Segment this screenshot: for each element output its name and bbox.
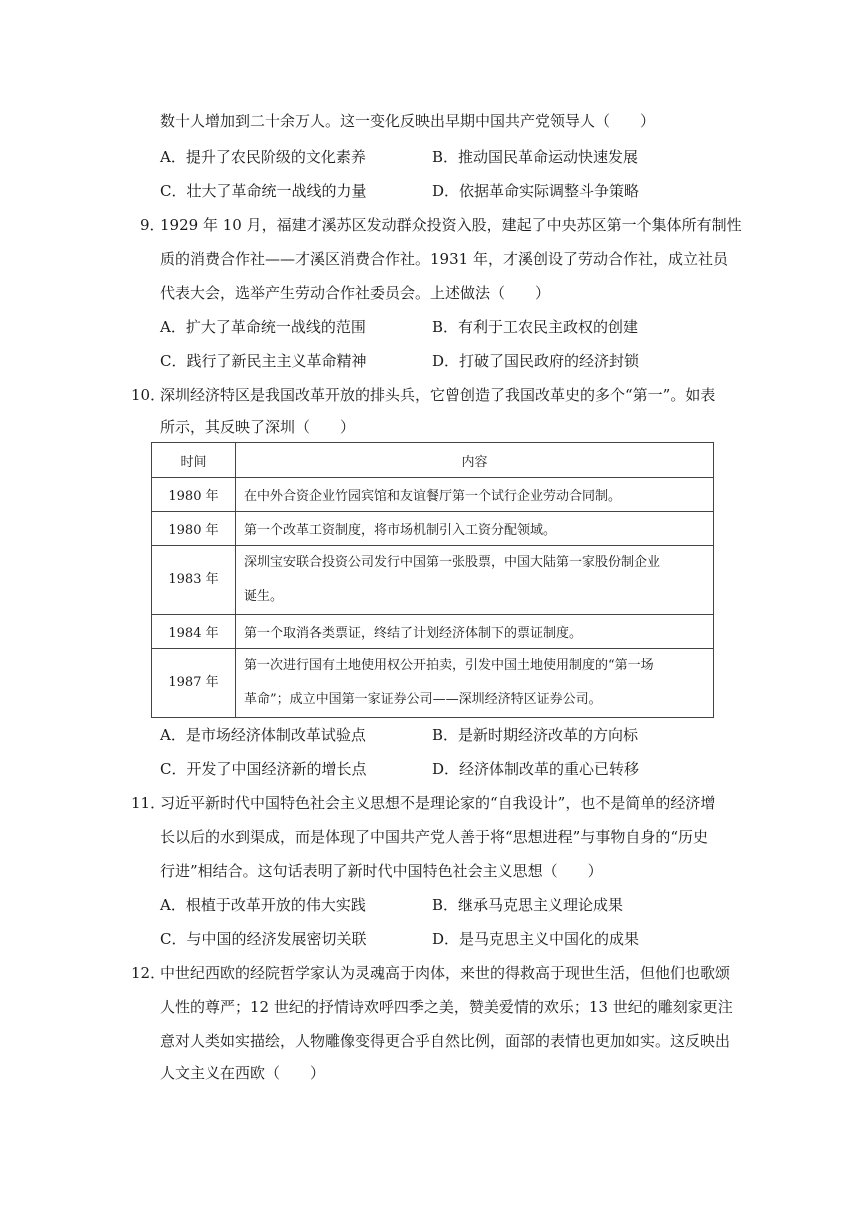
table-cell-year: 1980 年 bbox=[152, 478, 236, 512]
table-cell-year: 1984 年 bbox=[152, 615, 236, 649]
q11-option-d[interactable]: D．是马克思主义中国化的成果 bbox=[432, 930, 640, 948]
table-header-content: 内容 bbox=[236, 443, 714, 478]
table-row bbox=[152, 649, 714, 718]
table-cell-line: 革命”；成立中国第一家证券公司——深圳经济特区证券公司。 bbox=[244, 692, 602, 707]
q12-number: 12． bbox=[131, 964, 166, 982]
q11-number: 11． bbox=[131, 794, 166, 812]
table-header-row bbox=[152, 443, 714, 478]
table-cell-line: 诞生。 bbox=[244, 589, 284, 604]
table-cell-year: 1987 年 bbox=[152, 649, 236, 718]
table-cell-content: 第一个改革工资制度，将市场机制引入工资分配领域。 bbox=[236, 512, 714, 546]
q9-option-b[interactable]: B．有利于工农民主政权的创建 bbox=[432, 318, 639, 336]
q10-table bbox=[151, 442, 714, 718]
q11-option-c[interactable]: C．与中国的经济发展密切关联 bbox=[160, 930, 367, 948]
q8-text-line: 数十人增加到二十余万人。这一变化反映出早期中国共产党领导人（ ） bbox=[160, 112, 656, 130]
table-cell-content bbox=[236, 649, 714, 718]
q9-text-line-2: 质的消费合作社——才溪区消费合作社。1931 年，才溪创设了劳动合作社，成立社员 bbox=[160, 250, 728, 268]
q9-option-d[interactable]: D．打破了国民政府的经济封锁 bbox=[432, 352, 640, 370]
table-cell-line: 第一次进行国有土地使用权公开拍卖，引发中国土地使用制度的“第一场 bbox=[244, 658, 654, 673]
table-row bbox=[152, 615, 714, 649]
q10-option-c[interactable]: C．开发了中国经济新的增长点 bbox=[160, 760, 367, 778]
q8-option-c[interactable]: C．壮大了革命统一战线的力量 bbox=[160, 182, 367, 200]
table-cell-line: 深圳宝安联合投资公司发行中国第一张股票，中国大陆第一家股份制企业 bbox=[244, 555, 661, 570]
q11-text-line-1: 习近平新时代中国特色社会主义思想不是理论家的“自我设计”，也不是简单的经济增 bbox=[160, 794, 716, 812]
q9-option-a[interactable]: A．扩大了革命统一战线的范围 bbox=[160, 318, 366, 336]
table-cell-year: 1980 年 bbox=[152, 512, 236, 546]
q11-option-a[interactable]: A．根植于改革开放的伟大实践 bbox=[160, 896, 366, 914]
q11-text-line-3: 行进”相结合。这句话表明了新时代中国特色社会主义思想（ ） bbox=[160, 862, 603, 880]
q11-text-line-2: 长以后的水到渠成，而是体现了中国共产党人善于将“思想进程”与事物自身的“历史 bbox=[160, 828, 709, 846]
q9-text-line-3: 代表大会，选举产生劳动合作社委员会。上述做法（ ） bbox=[160, 284, 551, 302]
table-header-time: 时间 bbox=[152, 443, 236, 478]
table-row bbox=[152, 512, 714, 546]
q12-text-line-4: 人文主义在西欧（ ） bbox=[160, 1064, 326, 1082]
q9-text-line-1: 1929 年 10 月，福建才溪苏区发动群众投资入股，建起了中央苏区第一个集体所有制性 bbox=[160, 216, 742, 234]
q8-option-a[interactable]: A．提升了农民阶级的文化素养 bbox=[160, 148, 366, 166]
q9-option-c[interactable]: C．践行了新民主主义革命精神 bbox=[160, 352, 367, 370]
q8-option-d[interactable]: D．依据革命实际调整斗争策略 bbox=[432, 182, 640, 200]
q9-number: 9． bbox=[140, 216, 165, 234]
table-row bbox=[152, 546, 714, 615]
table-cell-year: 1983 年 bbox=[152, 546, 236, 615]
q10-option-b[interactable]: B．是新时期经济改革的方向标 bbox=[432, 726, 639, 744]
table-cell-content: 第一个取消各类票证，终结了计划经济体制下的票证制度。 bbox=[236, 615, 714, 649]
table-cell-content: 在中外合资企业竹园宾馆和友谊餐厅第一个试行企业劳动合同制。 bbox=[236, 478, 714, 512]
q10-text-line-2: 所示，其反映了深圳（ ） bbox=[160, 418, 356, 436]
q10-number: 10． bbox=[131, 386, 166, 404]
q12-text-line-1: 中世纪西欧的经院哲学家认为灵魂高于肉体，来世的得救高于现世生活，但他们也歌颂 bbox=[160, 964, 731, 982]
q10-text-line-1: 深圳经济特区是我国改革开放的排头兵，它曾创造了我国改革史的多个“第一”。如表 bbox=[160, 386, 716, 404]
q10-option-a[interactable]: A．是市场经济体制改革试验点 bbox=[160, 726, 366, 744]
q10-option-d[interactable]: D．经济体制改革的重心已转移 bbox=[432, 760, 640, 778]
q12-text-line-2: 人性的尊严；12 世纪的抒情诗欢呼四季之美，赞美爱情的欢乐；13 世纪的雕刻家更注 bbox=[160, 998, 733, 1016]
table-cell-content bbox=[236, 546, 714, 615]
q12-text-line-3: 意对人类如实描绘，人物雕像变得更合乎自然比例，面部的表情也更加如实。这反映出 bbox=[160, 1032, 731, 1050]
q8-option-b[interactable]: B．推动国民革命运动快速发展 bbox=[432, 148, 639, 166]
q11-option-b[interactable]: B．继承马克思主义理论成果 bbox=[432, 896, 624, 914]
table-row bbox=[152, 478, 714, 512]
